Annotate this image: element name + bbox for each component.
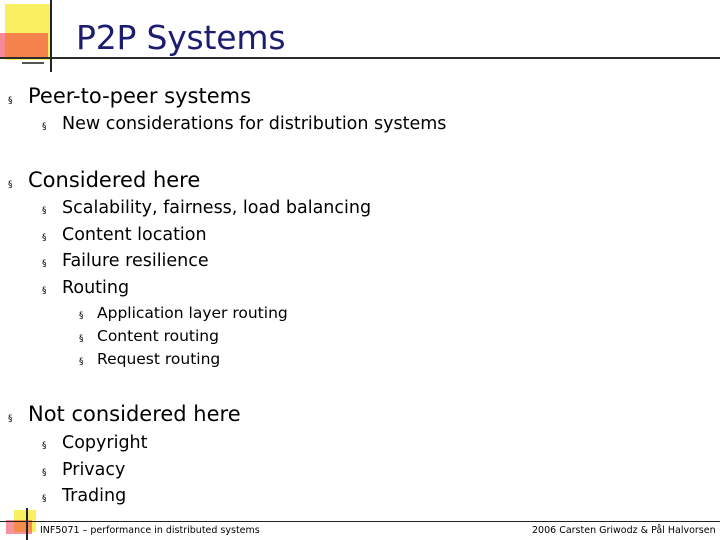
bullet-icon: § [8, 180, 13, 190]
list-item: § Scalability, fairness, load balancing [42, 198, 372, 218]
bullet-icon: § [42, 122, 47, 132]
corner-decoration-red [0, 33, 48, 58]
slide-title: P2P Systems [76, 18, 286, 57]
list-item: § Privacy [42, 460, 126, 480]
section-heading: § Considered here [8, 168, 201, 192]
bullet-icon: § [8, 414, 13, 424]
list-item: § Copyright [42, 433, 148, 453]
footer-rule [0, 521, 720, 522]
section-heading: § Peer-to-peer systems [8, 84, 252, 108]
bullet-icon: § [42, 206, 47, 216]
corner-decoration-tick [22, 62, 44, 64]
footer-decoration-red [6, 520, 32, 534]
sub-list-item: § Request routing [79, 350, 221, 368]
bullet-icon: § [8, 96, 13, 106]
bullet-icon: § [42, 468, 47, 478]
list-item: § Routing [42, 278, 130, 298]
list-item: § Content location [42, 225, 207, 245]
corner-decoration-line [50, 0, 52, 72]
bullet-icon: § [79, 334, 84, 344]
bullet-icon: § [79, 311, 84, 321]
section-heading: § Not considered here [8, 402, 241, 426]
bullet-icon: § [42, 259, 47, 269]
list-item: § Failure resilience [42, 251, 209, 271]
bullet-icon: § [42, 494, 47, 504]
footer-authors: 2006 Carsten Griwodz & Pål Halvorsen [532, 525, 716, 536]
sub-list-item: § Content routing [79, 327, 219, 345]
footer-decoration-line [26, 508, 28, 540]
sub-list-item: § Application layer routing [79, 304, 288, 322]
bullet-icon: § [42, 441, 47, 451]
title-rule [0, 57, 720, 59]
list-item: § New considerations for distribution systems [42, 114, 447, 134]
bullet-icon: § [42, 286, 47, 296]
bullet-icon: § [79, 357, 84, 367]
list-item: § Trading [42, 486, 127, 506]
footer-course: INF5071 – performance in distributed systems [40, 525, 260, 536]
bullet-icon: § [42, 233, 47, 243]
